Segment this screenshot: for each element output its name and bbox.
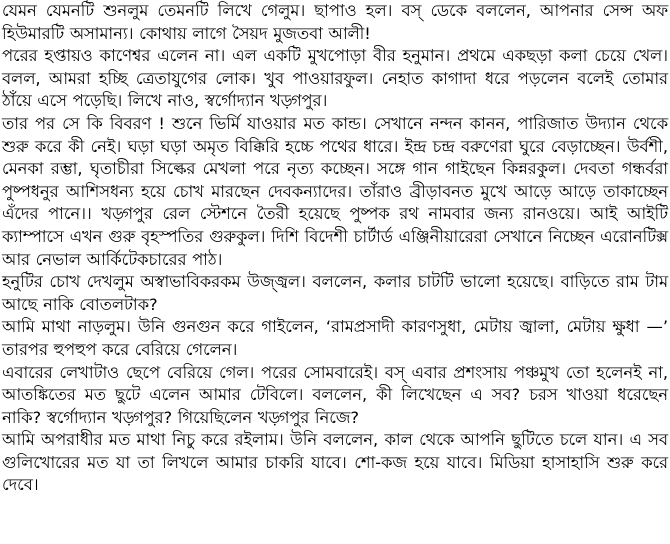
paragraph: তার পর সে কি বিবরণ ! শুনে ভির্মি যাওয়ার মত কান্ড। সেখানে নন্দন কানন, পারিজাত উদ্যান থেকে শুরু করে কী নেই। ঘড়া ঘড়া অমৃত বিক্কিরি হচ্চে পথের ধারে। ইন্দ্র চন্দ্র বরুণেরা ঘুরে বেড়াচ্ছেন। উর্বশী, মেনকা রম্ভা, ঘৃতাচীরা সিল্কের মেখলা পরে নৃত্য কচ্ছেন। সঙ্গে গান গাইছেন কিন্নরকুল। দেবতা গন্ধর্বরা পুষ্পধনুর আশিসধন্য হয়ে চোখ মারছেন দেবকন্যাদের। তাঁরাও ব্রীড়াবনত মুখে আড়ে আড়ে তাকাচ্ছেন এঁদের পানে।। খড়্গপুর রেল স্টেশনে তৈরী হয়েছে পুষ্পক রথ নামবার জন্য রানওয়ে। আই আইটি ক্যাম্পাসে এখন গুরু বৃহস্পতির গুরুকুল। দিশি বিদেশী চার্টার্ড এঞ্জিনীয়ারেরা সেখানে নিচ্ছেন এরোনটিক্স আর নেভাল আর্কিটেকচারের পাঠ। (2, 113, 668, 269)
paragraph: যেমন যেমনটি শুনলুম তেমনটি লিখে গেলুম। ছাপাও হল। বস্‌ ডেকে বললেন, আপনার সেন্স অফ হিউমারটি অসামান্য। কোথায় লাগে সৈয়দ মুজতবা আলী! (2, 1, 668, 43)
paragraph: আমি মাথা নাড়লুম। উনি গুনগুন করে গাইলেন, ‘রামপ্রসাদী কারণসুধা, মেটায় জ্বালা, মেটায় ক্ষুধা —’ তারপর হুপহুপ করে বেরিয়ে গেলেন। (2, 317, 668, 359)
paragraph: আমি অপরাধীর মত মাথা নিচু করে রইলাম। উনি বললেন, কাল থেকে আপনি ছুটিতে চলে যান। এ সব গুলিখোরের মত যা তা লিখলে আমার চাকরি যাবে। শো-কজ হয়ে যাবে। মিডিয়া হাসাহাসি শুরু করে দেবে। (2, 430, 668, 495)
paragraph: এবারের লেখাটাও ছেপে বেরিয়ে গেল। পরের সোমবারেই। বস্‌ এবার প্রশংসায় পঞ্চমুখ তো হলেনই না, আতঙ্কিতের মত ছুটে এলেন আমার টেবিলে। বললেন, কী লিখেছেন এ সব? চরস খাওয়া ধরেছেন নাকি? স্বর্গোদ্যান খড়্গপুর? গিয়েছিলেন খড়্গপুর নিজে? (2, 362, 668, 427)
paragraph: পরের হপ্তায়ও কাণেশ্বর এলেন না। এল একটি মুখপোড়া বীর হনুমান। প্রথমে একছড়া কলা চেয়ে খেল। বলল, আমরা হচ্ছি ত্রেতাযুগের লোক। খুব পাওয়ারফুল। নেহাত কাগাদা ধরে পড়লেন বলেই তোমার ঠাঁয়ে এসে পড়েছি। লিখে নাও, স্বর্গোদ্যান খড়্গপুর। (2, 46, 668, 111)
paragraph: হনুটির চোখ দেখলুম অস্বাভাবিকরকম উজ্জ্বল। বললেন, কলার চাটটি ভালো হয়েছে। বাড়িতে রাম টাম আছে নাকি বোতলটাক? (2, 272, 668, 314)
